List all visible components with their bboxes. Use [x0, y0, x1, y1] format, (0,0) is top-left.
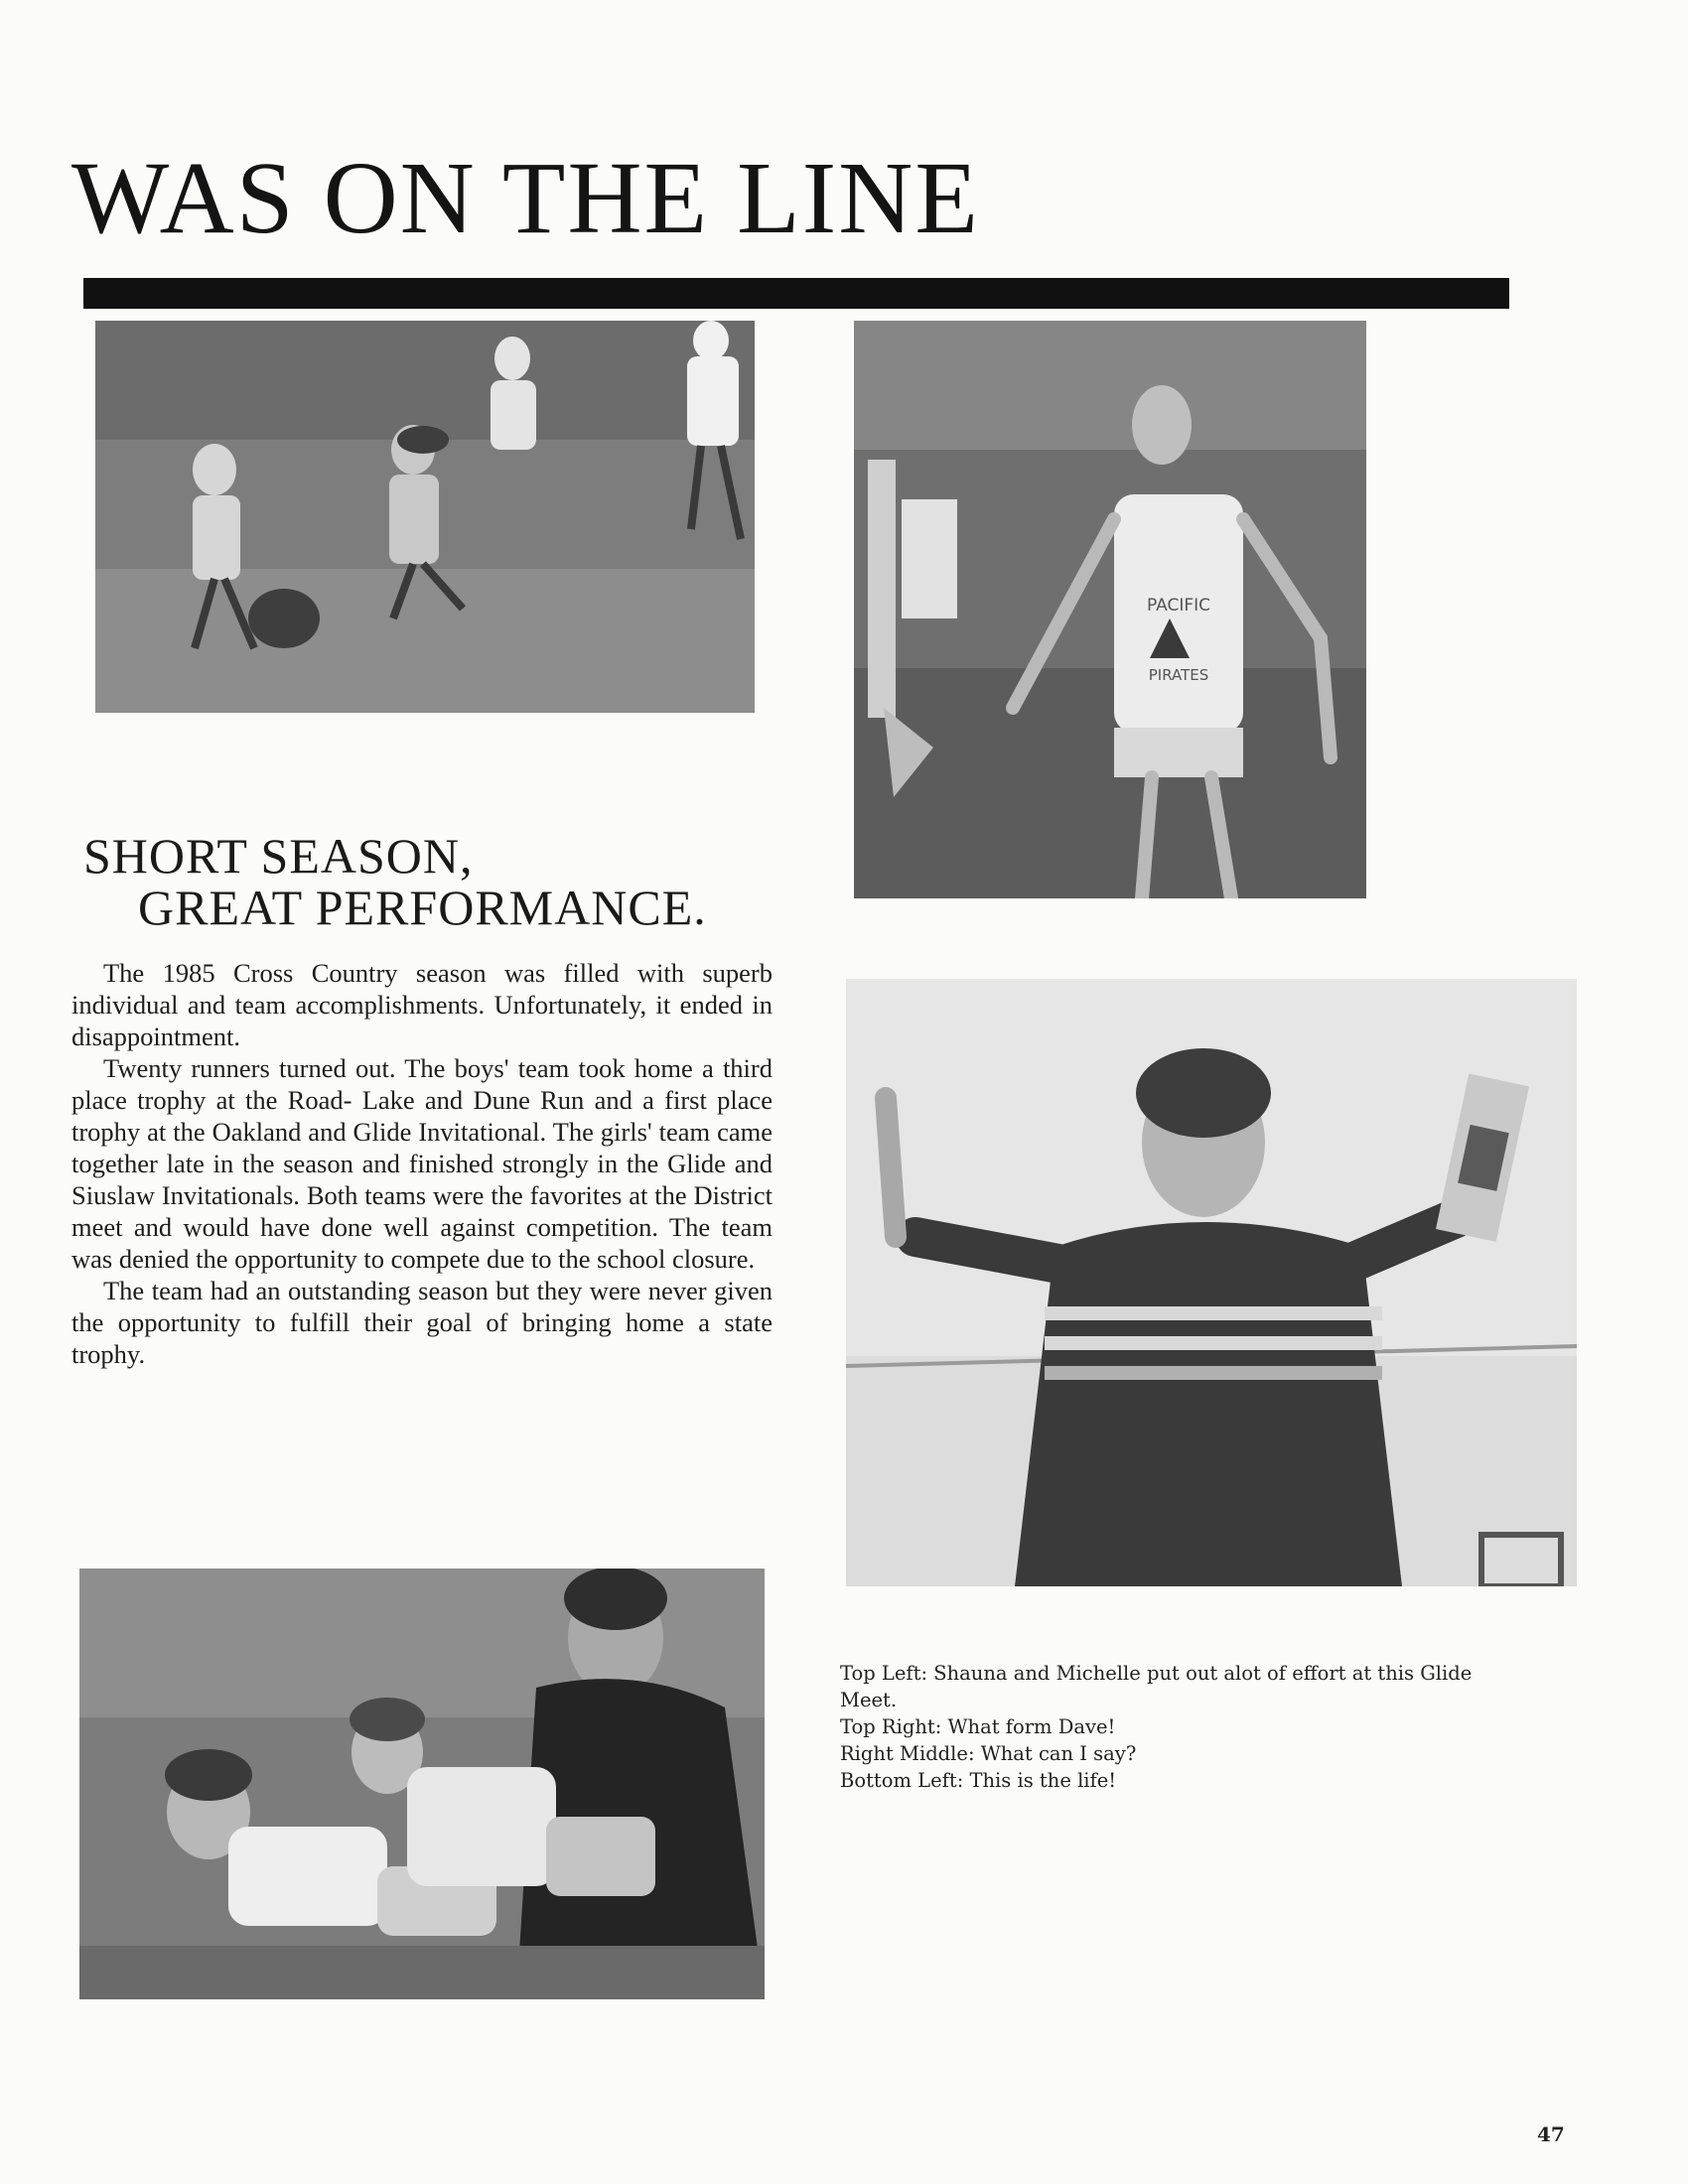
photo-right-middle-jacket: [846, 979, 1577, 1586]
page-headline: WAS ON THE LINE: [71, 141, 980, 255]
caption-top-right: Top Right: What form Dave!: [840, 1715, 1116, 1738]
article-paragraph-1: The 1985 Cross Country season was filled with superb individual and team accomplishments. Unfortunately, it ended in disappointment.: [71, 958, 773, 1051]
article-paragraph-2: Twenty runners turned out. The boys' team took home a third place trophy at the Road- Lake and Dune Run and a first place trophy at the Oakland and Glide Invitational. The girls' team came together late in the season and finished strongly in the Glide and Siuslaw Invitationals. Both teams were the favorites at the District meet and would have done well against competition. The team was denied the opportunity to compete due to the school closure.: [71, 1053, 773, 1274]
section-heading: [83, 830, 707, 933]
article-paragraph-3: The team had an outstanding season but they were never given the opportunity to fulfill their goal of bringing home a state trophy.: [71, 1276, 773, 1369]
photo-top-right-dave: [854, 321, 1366, 898]
page-number: 47: [1537, 2122, 1565, 2146]
caption-top-left: Top Left: Shauna and Michelle put out alot of effort at this Glide Meet.: [840, 1662, 1473, 1711]
photo-top-left-runners: [95, 321, 755, 713]
caption-bottom-left: Bottom Left: This is the life!: [840, 1769, 1117, 1792]
article-body: [71, 957, 773, 1370]
photo-captions: [840, 1660, 1476, 1794]
photo-bottom-left-grass: [79, 1569, 765, 1999]
jersey-text-pacific: PACIFIC: [1146, 596, 1211, 615]
jersey-text-pirates: PIRATES: [1148, 666, 1209, 684]
headline-rule: [83, 278, 1509, 309]
section-heading-line1: SHORT SEASON,: [83, 828, 474, 884]
section-heading-line2: GREAT PERFORMANCE.: [138, 880, 707, 935]
caption-right-middle: Right Middle: What can I say?: [840, 1742, 1137, 1765]
